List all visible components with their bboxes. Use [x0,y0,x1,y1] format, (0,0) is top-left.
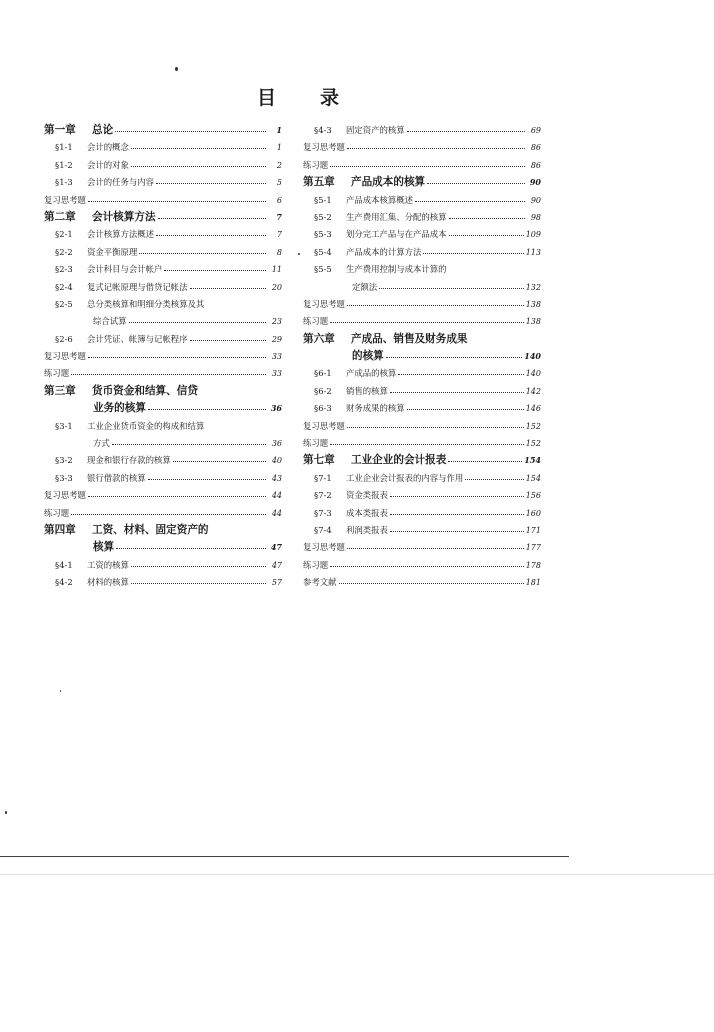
toc-entry [44,456,282,473]
dot-leader [415,201,525,202]
dot-leader [139,253,266,254]
toc-entry-title: 货币资金和结算、信贷 [92,384,198,397]
dot-leader [379,288,524,289]
toc-entry [44,126,282,143]
dot-leader [164,270,266,271]
toc-entry-number: §3-1 [55,420,73,431]
toc-entry [44,523,282,543]
toc-entry-title: 练习题 [44,507,70,518]
toc-entry-page: 1 [276,125,282,135]
toc-entry-number: §5-3 [314,229,332,240]
dot-leader [112,444,266,445]
toc-entry-title: 练习题 [303,438,329,449]
toc-entry-number: §5-4 [314,246,332,257]
toc-entry [44,143,282,160]
dot-leader [386,357,523,358]
toc-entry [303,422,541,439]
dot-leader [427,183,525,184]
toc-entry-page: 171 [525,525,541,535]
toc-entry-title: 会计核算方法 [92,210,156,223]
toc-entry-title: 产品成本的核算 [351,176,426,189]
toc-entry [303,578,541,595]
toc-entry [303,387,541,404]
toc-entry-number: §5-2 [314,211,332,222]
toc-entry-title: 会计的任务与内容 [87,177,154,188]
toc-entry-page: 33 [271,352,282,362]
toc-entry [303,509,541,526]
toc-right-column [303,126,541,596]
dot-leader [347,427,524,428]
toc-entry-page: 6 [276,195,282,205]
toc-entry-number: §7-4 [314,524,332,535]
toc-entry-number: §2-6 [55,333,73,344]
dot-leader [158,218,266,219]
toc-entry [44,300,282,317]
scan-speck [175,67,178,71]
dot-leader [148,479,266,480]
toc-entry-number: §7-2 [314,490,332,501]
toc-entry-title: 产成品的核算 [346,368,397,379]
toc-entry-title: 固定资产的核算 [346,125,405,135]
dot-leader [131,166,266,167]
toc-entry-number: 第六章 [303,332,335,345]
toc-entry [44,248,282,265]
toc-entry [44,439,282,456]
toc-entry-title: 业务的核算 [93,402,146,415]
toc-entry-title: 核算 [93,541,115,554]
toc-entry-title: 练习题 [303,559,329,570]
toc-entry [303,491,541,508]
toc-entry [44,543,282,560]
toc-entry-title: 练习题 [44,368,70,379]
toc-entry-page: 90 [530,195,541,205]
dot-leader [190,288,267,289]
toc-entry-number: §4-2 [55,577,73,588]
toc-entry [303,404,541,421]
toc-entry-page: 44 [271,508,282,518]
toc-entry-number: §1-3 [55,177,73,188]
dot-leader [330,166,525,167]
toc-entry-title: 产成品、销售及财务成果 [351,332,468,345]
dot-leader [88,496,266,497]
toc-entry-title: 的核算 [352,350,384,363]
toc-entry-title: 复习思考题 [303,142,345,153]
dot-leader [156,183,266,184]
toc-entry-number: §6-3 [314,403,332,414]
page-title [0,83,596,110]
toc-entry-title: 生产费用汇集、分配的核算 [346,211,447,222]
toc-entry-page: 140 [524,351,541,362]
toc-entry [303,178,541,195]
toc-entry-number: §5-1 [314,194,332,205]
toc-entry-page: 7 [276,211,282,222]
dot-leader [449,218,526,219]
toc-entry [44,178,282,195]
dot-leader [330,322,524,323]
toc-entry [44,491,282,508]
toc-entry [44,265,282,282]
toc-entry-title: 财务成果的核算 [346,403,405,414]
bottom-rule [0,856,569,857]
dot-leader [347,548,524,549]
toc-entry-page: 177 [525,543,541,553]
dot-leader [173,461,266,462]
dot-leader [390,392,524,393]
toc-entry [303,283,541,300]
toc-entry-number: 第二章 [44,210,76,223]
toc-entry-number: §1-1 [55,142,73,153]
toc-entry-page: 109 [525,230,541,240]
toc-entry [44,230,282,247]
dot-leader [390,514,524,515]
toc-left-column [44,126,282,596]
toc-entry-page: 152 [525,421,541,431]
toc-entry [303,561,541,578]
toc-entry-page: 7 [276,230,282,240]
dot-leader [148,409,266,410]
toc-entry-number: 第一章 [44,124,76,136]
toc-entry-page: 181 [525,578,541,588]
toc-entry-page: 140 [525,369,541,379]
toc-entry-number: 第七章 [303,454,335,467]
toc-entry [303,352,541,369]
toc-entry-title: 复习思考题 [44,351,86,362]
toc-entry [303,265,541,282]
dot-leader [330,566,524,567]
dot-leader [88,357,266,358]
toc-entry-page: 69 [530,126,541,135]
toc-entry-title: 复习思考题 [303,298,345,309]
toc-entry-title: 方式 [93,438,110,449]
toc-entry [303,526,541,543]
toc-entry-title: 总分类核算和明细分类核算及其 [87,298,205,309]
toc-entry-number: §2-1 [55,229,73,240]
toc-entry-title: 工资的核算 [87,559,129,570]
dot-leader [190,340,267,341]
toc-entry-page: 1 [276,143,282,153]
toc-entry-number: 第五章 [303,176,335,189]
toc-entry-number: §7-1 [314,472,332,483]
toc-entry-page: 86 [530,143,541,153]
toc-entry [44,384,282,404]
toc-entry-title: 参考文献 [303,577,337,588]
toc-entry-title: 会计的对象 [87,159,129,170]
toc-entry [44,210,282,230]
dot-leader [129,322,267,323]
toc-entry [303,196,541,213]
dot-leader [131,583,266,584]
toc-entry-page: 43 [271,473,282,483]
toc-entry-number: §2-5 [55,298,73,309]
toc-entry-number: §2-2 [55,246,73,257]
toc-entry [44,283,282,300]
toc-entry [303,456,541,473]
toc-entry-page: 20 [271,282,282,292]
toc-entry-page: 178 [525,560,541,570]
toc-entry [303,332,541,352]
toc-entry-page: 152 [525,439,541,449]
dot-leader [347,148,525,149]
toc-entry-title: 复式记帐原理与借贷记帐法 [87,281,188,292]
toc-entry-title: 材料的核算 [87,577,129,588]
scan-speck [298,253,300,255]
toc-entry-page: 90 [529,177,541,188]
dot-leader [465,479,523,480]
toc-entry-page: 132 [525,282,541,292]
toc-entry [44,161,282,178]
toc-entry-number: §1-2 [55,159,73,170]
toc-entry-page: 160 [525,508,541,518]
dot-leader [390,496,524,497]
toc-entry [44,404,282,421]
toc-entry-page: 98 [530,212,541,222]
toc-entry-title: 会计核算方法概述 [87,229,154,240]
dot-leader [423,253,523,254]
toc-entry-page: 44 [271,491,282,501]
toc-entry-page: 142 [525,386,541,396]
toc-entry-page: 154 [525,473,541,483]
dot-leader [339,583,524,584]
toc-entry-number: §5-5 [314,264,332,275]
toc-entry-title: 会计科目与会计帐户 [87,264,163,275]
toc-entry-title: 定额法 [352,281,378,292]
dot-leader [88,201,266,202]
toc-entry-title: 总论 [92,124,114,136]
toc-entry-number: 第四章 [44,523,76,536]
toc-entry [44,561,282,578]
toc-entry-number: §7-3 [314,507,332,518]
toc-entry [303,300,541,317]
toc-entry-title: 资金类报表 [346,490,388,501]
toc-entry-title: 产品成本核算概述 [346,194,413,205]
toc-entry [44,352,282,369]
page-edge-line [0,874,714,875]
dot-leader [131,148,266,149]
toc-entry-title: 资金平衡原理 [87,246,138,257]
toc-entry-page: 47 [271,560,282,570]
toc-entry-page: 156 [525,491,541,501]
dot-leader [398,374,523,375]
toc-entry-page: 5 [276,178,282,188]
toc-entry-title: 练习题 [303,316,329,327]
toc-entry-number: §4-3 [314,125,332,135]
toc-entry-title: 会计的概念 [87,142,129,153]
toc-entry-page: 23 [271,317,282,327]
dot-leader [330,444,524,445]
toc-entry-title: 工资、材料、固定资产的 [92,523,209,536]
toc-entry [44,335,282,352]
toc-entry-number: §6-2 [314,385,332,396]
toc-entry-page: 47 [270,542,282,553]
toc-entry-title: 复习思考题 [303,420,345,431]
toc-entry-page: 2 [276,160,282,170]
toc-entry-page: 146 [525,404,541,414]
dot-leader [156,235,266,236]
toc-entry-page: 138 [525,299,541,309]
toc-entry-title: 生产费用控制与成本计算的 [346,264,447,275]
dot-leader [407,131,525,132]
toc-entry-title: 利润类报表 [346,524,388,535]
toc-entry-page: 8 [276,247,282,257]
toc-entry-title: 现金和银行存款的核算 [87,455,171,466]
toc-entry [303,213,541,230]
toc-entry-page: 40 [271,456,282,466]
dot-leader [347,305,524,306]
toc-entry-title: 工业企业货币资金的构成和结算 [87,420,205,431]
toc-entry-title: 练习题 [303,159,329,170]
dot-leader [448,461,522,462]
toc-entry [44,196,282,213]
toc-entry-title: 划分完工产品与在产品成本 [346,229,447,240]
toc-entry [303,543,541,560]
toc-entry-page: 11 [271,265,282,275]
toc-entry-title: 产品成本的计算方法 [346,246,422,257]
toc-entry-page: 33 [271,369,282,379]
toc-entry-page: 86 [530,160,541,170]
toc-entry-page: 29 [271,334,282,344]
dot-leader [115,131,266,132]
toc-entry-number: 第三章 [44,384,76,397]
toc-entry [303,248,541,265]
toc-entry-title: 成本类报表 [346,507,388,518]
toc-entry-number: §4-1 [55,559,73,570]
dot-leader [116,548,266,549]
toc-entry [303,143,541,160]
toc-entry [44,317,282,334]
toc-entry-title: 销售的核算 [346,385,388,396]
dot-leader [390,531,524,532]
toc-entry-number: §3-3 [55,472,73,483]
toc-entry-number: §2-3 [55,264,73,275]
title-char-2: 录 [320,87,340,109]
dot-leader [71,374,266,375]
toc-entry-number: §3-2 [55,455,73,466]
toc-entry-title: 工业企业会计报表的内容与作用 [346,472,464,483]
toc-entry-title: 会计凭证、帐簿与记帐程序 [87,333,188,344]
toc-entry-page: 36 [270,403,282,414]
toc-entry [303,474,541,491]
scan-speck [5,811,7,814]
toc-entry-page: 154 [524,455,541,466]
toc-entry [44,422,282,439]
toc-entry [303,126,541,143]
scan-speck [60,690,61,692]
dot-leader [131,566,266,567]
toc-entry [44,578,282,595]
toc-entry-title: 综合试算 [93,316,127,327]
toc-entry-title: 复习思考题 [44,194,86,205]
toc-entry-number: §2-4 [55,281,73,292]
dot-leader [449,235,524,236]
toc-entry-page: 57 [271,578,282,588]
toc-entry-title: 复习思考题 [303,542,345,553]
toc-entry-page: 138 [525,317,541,327]
toc-entry-page: 36 [271,439,282,449]
toc-entry-title: 复习思考题 [44,490,86,501]
toc-entry-page: 113 [525,247,541,257]
toc-entry-title: 银行借款的核算 [87,472,146,483]
toc-entry [44,474,282,491]
title-char-1: 目 [256,87,276,109]
toc-entry-title: 工业企业的会计报表 [351,454,447,467]
toc-entry [303,369,541,386]
toc-entry [303,230,541,247]
dot-leader [71,514,266,515]
toc-entry-number: §6-1 [314,368,332,379]
dot-leader [407,409,524,410]
